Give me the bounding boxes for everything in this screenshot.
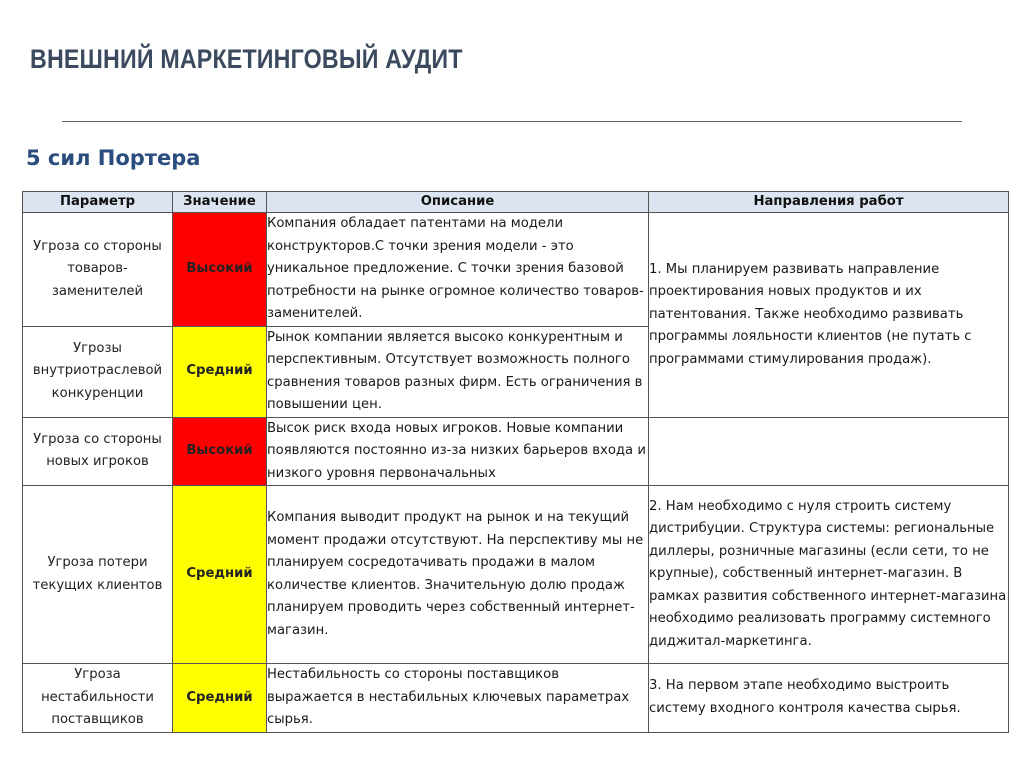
column-header-directions: Направления работ <box>649 192 1009 213</box>
row-parameter: Угроза нестабильности поставщиков <box>23 664 173 733</box>
column-header-value: Значение <box>173 192 267 213</box>
row-value-badge: Высокий <box>173 417 267 486</box>
row-parameter: Угроза со стороны новых игроков <box>23 417 173 486</box>
row-description: Нестабильность со стороны поставщиков выражается в нестабильных ключевых параметрах сырья. <box>267 664 649 733</box>
table-row <box>23 486 1009 664</box>
row-value-badge: Средний <box>173 486 267 664</box>
directions-cell-1: 1. Мы планируем развивать направление проектирования новых продуктов и их патентования. Также необходимо развивать программы лояльности клиентов (не путать с программами стимулирования продаж). <box>649 213 1009 418</box>
row-value-badge: Средний <box>173 664 267 733</box>
row-parameter: Угрозы внутриотраслевой конкуренции <box>23 326 173 417</box>
column-header-parameter: Параметр <box>23 192 173 213</box>
directions-cell-3: 3. На первом этапе необходимо выстроить систему входного контроля качества сырья. <box>649 664 1009 733</box>
table-header-row <box>23 192 1009 213</box>
section-subtitle: 5 сил Портера <box>26 146 201 170</box>
row-value-badge: Высокий <box>173 213 267 327</box>
row-description: Высок риск входа новых игроков. Новые компании появляются постоянно из-за низких барьеров входа и низкого уровня первоначальных <box>267 417 649 486</box>
column-header-description: Описание <box>267 192 649 213</box>
table-row <box>23 213 1009 327</box>
row-description: Компания выводит продукт на рынок и на текущий момент продажи отсутствуют. На перспективу мы не планируем сосредотачивать продажи в малом количестве клиентов. Значительную долю продаж планируем проводить через собственный интернет-магазин. <box>267 486 649 664</box>
porter-forces-table <box>22 191 1009 733</box>
row-parameter: Угроза потери текущих клиентов <box>23 486 173 664</box>
table-row <box>23 417 1009 486</box>
row-value-badge: Средний <box>173 326 267 417</box>
directions-cell-empty <box>649 417 1009 486</box>
title-divider <box>62 121 962 122</box>
page-title: ВНЕШНИЙ МАРКЕТИНГОВЫЙ АУДИТ <box>30 44 463 74</box>
row-description: Компания обладает патентами на модели конструкторов.С точки зрения модели - это уникальное предложение. С точки зрения базовой потребности на рынке огромное количество товаров-заменителей. <box>267 213 649 327</box>
table-row <box>23 664 1009 733</box>
row-parameter: Угроза со стороны товаров-заменителей <box>23 213 173 327</box>
directions-cell-2: 2. Нам необходимо с нуля строить систему дистрибуции. Структура системы: региональные диллеры, розничные магазины (если сети, то не крупные), собственный интернет-магазин. В рамках развития собственного интернет-магазина необходимо реализовать программу системного диджитал-маркетинга. <box>649 486 1009 664</box>
row-description: Рынок компании является высоко конкурентным и перспективным. Отсутствует возможность полного сравнения товаров разных фирм. Есть ограничения в повышении цен. <box>267 326 649 417</box>
